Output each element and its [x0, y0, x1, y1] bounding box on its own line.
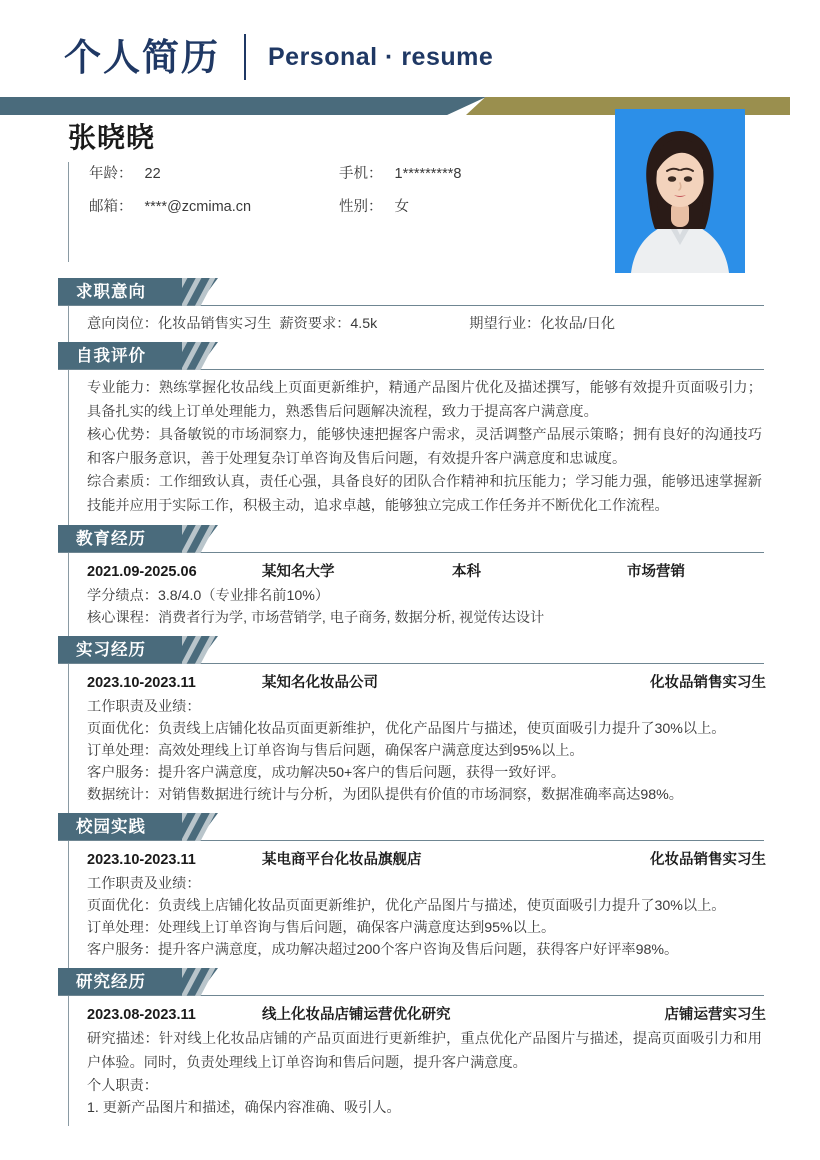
research-duty-item: 1. 更新产品图片和描述，确保内容准确、吸引人。 — [87, 1100, 401, 1116]
section-header-education — [58, 525, 764, 553]
education-date: 2021.09-2025.06 — [87, 564, 197, 580]
section-header-campus-practice — [58, 813, 764, 841]
section-education — [0, 525, 820, 636]
section-title: 自我评价 — [76, 347, 146, 365]
internship-detail: 订单处理：高效处理线上订单咨询与售后问题，确保客户满意度达到95%以上。 — [87, 743, 584, 759]
section-job-intention — [0, 278, 820, 342]
info-email-label: 邮箱： — [89, 199, 133, 215]
section-rule — [58, 552, 764, 553]
section-research — [0, 968, 820, 1126]
section-stripes-decoration — [182, 968, 246, 996]
education-detail: 核心课程：消费者行为学, 市场营销学, 电子商务, 数据分析, 视觉传达设计 — [87, 610, 545, 626]
page-header — [0, 0, 820, 100]
research-entry-row — [87, 1003, 766, 1027]
intent-salary — [279, 313, 377, 335]
section-title: 研究经历 — [76, 973, 146, 991]
section-title: 实习经历 — [76, 641, 146, 659]
section-stripes-decoration — [182, 525, 246, 553]
portrait-illustration — [615, 109, 745, 273]
section-rule — [58, 369, 764, 370]
research-date: 2023.08-2023.11 — [87, 1007, 196, 1023]
education-school: 某知名大学 — [262, 564, 335, 580]
section-header-self-evaluation — [58, 342, 764, 370]
profile-block — [0, 100, 820, 278]
candidate-name: 张晓晓 — [68, 122, 156, 153]
intent-position-value: 化妆品销售实习生 — [157, 316, 272, 332]
info-phone-value: 1*********8 — [394, 166, 462, 182]
research-description: 研究描述：针对线上化妆品店铺的产品页面进行更新维护，重点优化产品图片与描述，提高页面吸引力和用户体验。同时，负责处理线上订单咨询和售后问题，提升客户满意度。 — [87, 1031, 762, 1071]
section-body-education — [68, 553, 766, 636]
info-gender-value: 女 — [394, 199, 409, 215]
info-gender-label: 性别： — [339, 199, 383, 215]
campus-role: 化妆品销售实习生 — [650, 852, 766, 868]
section-header-job-intention — [58, 278, 764, 306]
section-title: 求职意向 — [76, 283, 146, 301]
internship-date: 2023.10-2023.11 — [87, 675, 196, 691]
campus-org: 某电商平台化妆品旗舰店 — [262, 852, 422, 868]
section-header-research — [58, 968, 764, 996]
info-gender — [339, 195, 588, 216]
contact-info-block — [68, 162, 588, 262]
section-body-job-intention — [68, 306, 766, 342]
job-intention-row — [87, 313, 766, 335]
section-body-research — [68, 996, 766, 1126]
info-email — [89, 195, 339, 216]
intent-industry-label: 期望行业： — [469, 316, 541, 332]
internship-org: 某知名化妆品公司 — [262, 675, 378, 691]
section-title: 教育经历 — [76, 530, 146, 548]
section-rule — [58, 663, 764, 664]
section-body-campus-practice — [68, 841, 766, 968]
research-role: 店铺运营实习生 — [664, 1007, 766, 1023]
intent-salary-label: 薪资要求： — [279, 316, 351, 332]
section-title: 校园实践 — [76, 818, 146, 836]
info-phone-label: 手机： — [339, 166, 383, 182]
section-stripes-decoration — [182, 278, 246, 306]
campus-detail: 工作职责及业绩： — [87, 876, 201, 892]
education-major: 市场营销 — [627, 564, 685, 580]
internship-entry-row — [87, 671, 766, 695]
page-title-cn: 个人简历 — [64, 36, 220, 78]
header-title-group — [64, 34, 493, 80]
info-age-value: 22 — [144, 166, 161, 182]
section-header-internship — [58, 636, 764, 664]
self-eval-paragraph: 综合素质：工作细致认真，责任心强，具备良好的团队合作精神和抗压能力；学习能力强，能够迅速掌握新技能并应用于实际工作，积极主动，追求卓越，能够独立完成工作任务并不断优化工作流程。 — [87, 474, 762, 514]
section-campus-practice — [0, 813, 820, 968]
profile-photo — [615, 109, 745, 273]
self-eval-paragraph: 核心优势：具备敏锐的市场洞察力，能够快速把握客户需求，灵活调整产品展示策略；拥有良好的沟通技巧和客户服务意识，善于处理复杂订单咨询及售后问题，有效提升客户满意度和忠诚度。 — [87, 427, 762, 467]
internship-detail: 数据统计：对销售数据进行统计与分析，为团队提供有价值的市场洞察，数据准确率高达98%。 — [87, 787, 683, 803]
title-divider — [244, 34, 246, 80]
info-phone — [339, 162, 588, 183]
internship-detail: 页面优化：负责线上店铺化妆品页面更新维护，优化产品图片与描述，使页面吸引力提升了30%以上。 — [87, 721, 726, 737]
internship-detail: 工作职责及业绩： — [87, 699, 201, 715]
page-title-en: Personal · resume — [268, 42, 494, 71]
campus-entry-row — [87, 848, 766, 872]
education-detail: 学分绩点：3.8/4.0（专业排名前10%） — [87, 588, 330, 604]
internship-detail: 客户服务：提升客户满意度，成功解决50+客户的售后问题，获得一致好评。 — [87, 765, 566, 781]
section-internship — [0, 636, 820, 813]
education-degree: 本科 — [452, 564, 481, 580]
section-rule — [58, 995, 764, 996]
section-body-self-evaluation — [68, 370, 766, 525]
info-age — [89, 162, 339, 183]
section-rule — [58, 305, 764, 306]
section-body-internship — [68, 664, 766, 813]
campus-detail: 客户服务：提升客户满意度，成功解决超过200个客户咨询及售后问题，获得客户好评率98%。 — [87, 942, 679, 958]
section-stripes-decoration — [182, 813, 246, 841]
self-eval-paragraph: 专业能力：熟练掌握化妆品线上页面更新维护，精通产品图片优化及描述撰写，能够有效提升页面吸引力；具备扎实的线上订单处理能力，熟悉售后问题解决流程，致力于提高客户满意度。 — [87, 380, 762, 420]
intent-position-label: 意向岗位： — [87, 316, 158, 332]
education-entry-row — [87, 560, 766, 584]
internship-role: 化妆品销售实习生 — [650, 675, 766, 691]
campus-date: 2023.10-2023.11 — [87, 852, 196, 868]
section-stripes-decoration — [182, 636, 246, 664]
intent-position — [87, 313, 271, 335]
intent-industry — [469, 313, 615, 335]
intent-industry-value: 化妆品/日化 — [540, 316, 616, 332]
campus-detail: 页面优化：负责线上店铺化妆品页面更新维护，优化产品图片与描述，使页面吸引力提升了30%以上。 — [87, 898, 726, 914]
research-org: 线上化妆品店铺运营优化研究 — [262, 1007, 451, 1023]
info-email-value: ****@zcmima.cn — [144, 199, 252, 215]
intent-salary-value: 4.5k — [350, 316, 378, 332]
research-duty-label: 个人职责： — [87, 1078, 158, 1094]
section-rule — [58, 840, 764, 841]
campus-detail: 订单处理：处理线上订单咨询与售后问题，确保客户满意度达到95%以上。 — [87, 920, 556, 936]
section-self-evaluation — [0, 342, 820, 525]
section-stripes-decoration — [182, 342, 246, 370]
info-age-label: 年龄： — [89, 166, 133, 182]
